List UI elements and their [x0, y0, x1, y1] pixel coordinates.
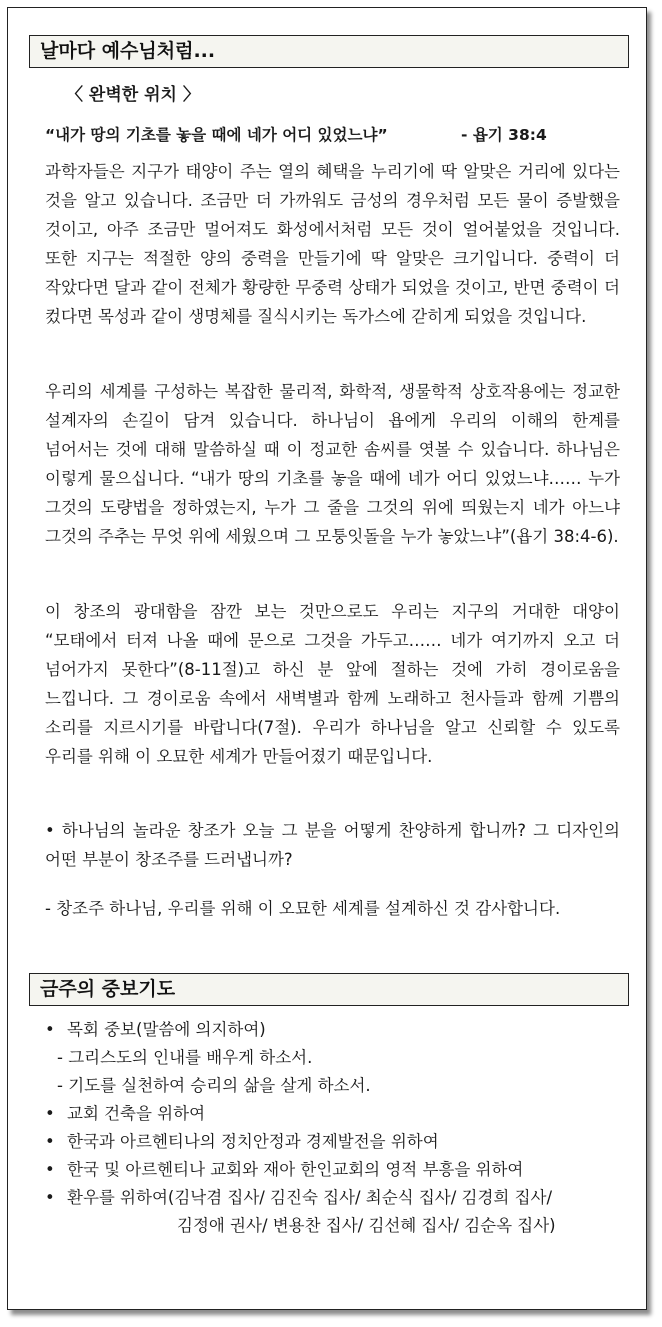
devotion-header [29, 35, 629, 68]
list-item-text: 목회 중보(말씀에 의지하여) [67, 1020, 266, 1039]
list-item-text: 한국과 아르헨티나의 정치안정과 경제발전을 위하여 [67, 1132, 439, 1151]
list-item-continuation: 김정애 권사/ 변용찬 집사/ 김선혜 집사/ 김순옥 집사) [177, 1216, 556, 1235]
intercession-header [29, 973, 629, 1006]
bullet-icon: • [45, 1160, 55, 1179]
key-verse-text: “내가 땅의 기초를 놓을 때에 네가 어디 있었느냐” [45, 126, 388, 144]
devotion-paragraph-3: 이 창조의 광대함을 잠깐 보는 것만으로도 우리는 지구의 거대한 대양이 “모태에서 터져 나올 때에 문으로 그것을 가두고…… 네가 여기까지 오고 더 넘어가지 못한다”(8-11절)고 하신 분 앞에 절하는 것에 가히 경이로움을 느낍니다. 그 경이로움 속에서 새벽별과 함께 노래하고 천사들과 함께 기쁨의 소리를 지르시기를 바랍니다(7절). 우리가 하나님을 알고 신뢰할 수 있도록 우리를 위해 이 오묘한 세계가 만들어졌기 때문입니다. [45, 602, 620, 766]
intercession-list [45, 1016, 625, 1240]
list-item-text: 교회 건축을 위하여 [67, 1104, 206, 1123]
list-item [45, 1128, 625, 1156]
bullet-icon: • [45, 1188, 55, 1207]
key-verse [45, 124, 547, 146]
list-item [45, 1016, 625, 1044]
devotion-subtitle: 〈 완벽한 위치 〉 [66, 85, 200, 105]
reflection-question: • 하나님의 놀라운 창조가 오늘 그 분을 어떻게 찬양하게 합니까? 그 디자인의 어떤 부분이 창조주를 드러냅니까? [45, 821, 620, 869]
bullet-icon: • [45, 1020, 55, 1039]
list-subitem: - 그리스도의 인내를 배우게 하소서. [57, 1048, 313, 1067]
list-subitem: - 기도를 실천하여 승리의 삶을 살게 하소서. [57, 1076, 371, 1095]
devotion-paragraph-1: 과학자들은 지구가 태양이 주는 열의 혜택을 누리기에 딱 알맞은 거리에 있다는 것을 알고 있습니다. 조금만 더 가까워도 금성의 경우처럼 모든 물이 증발했을 것이고, 아주 조금만 멀어져도 화성에서처럼 모든 것이 얼어붙었을 것입니다. 또한 지구는 적절한 양의 중력을 만들기에 딱 알맞은 크기입니다. 중력이 더 작았다면 달과 같이 전체가 황량한 무중력 상태가 되었을 것이고, 반면 중력이 더 컸다면 목성과 같이 생명체를 질식시키는 독가스에 갇히게 되었을 것입니다. [45, 162, 620, 326]
list-item [45, 1156, 625, 1184]
list-item-text: 한국 및 아르헨티나 교회와 재아 한인교회의 영적 부흥을 위하여 [67, 1160, 524, 1179]
devotion-paragraph-2: 우리의 세계를 구성하는 복잡한 물리적, 화학적, 생물학적 상호작용에는 정교한 설계자의 손길이 담겨 있습니다. 하나님이 욥에게 우리의 이해의 한계를 넘어서는 것에 대해 말씀하실 때 이 정교한 솜씨를 엿볼 수 있습니다. 하나님은 이렇게 물으십니다. “내가 땅의 기초를 놓을 때에 네가 어디 있었느냐…… 누가 그것의 도량법을 정하였는지, 누가 그 줄을 그것의 위에 띄웠는지 네가 아느냐 그것의 주추는 무엇 위에 세웠으며 그 모퉁잇돌을 누가 놓았느냐”(욥기 38:4-6). [45, 382, 620, 546]
bullet-icon: • [45, 1104, 55, 1123]
list-item [45, 1184, 625, 1212]
list-item [45, 1100, 625, 1128]
key-verse-reference: - 욥기 38:4 [461, 126, 547, 144]
list-item-text: 환우를 위하여(김낙겸 집사/ 김진숙 집사/ 최순식 집사/ 김경희 집사/ [67, 1188, 553, 1207]
bullet-icon: • [45, 1132, 55, 1151]
intercession-title: 금주의 중보기도 [40, 978, 176, 1000]
devotion-header-title: 날마다 예수님처럼... [40, 40, 216, 62]
closing-prayer: - 창조주 하나님, 우리를 위해 이 오묘한 세계를 설계하신 것 감사합니다. [45, 899, 561, 918]
